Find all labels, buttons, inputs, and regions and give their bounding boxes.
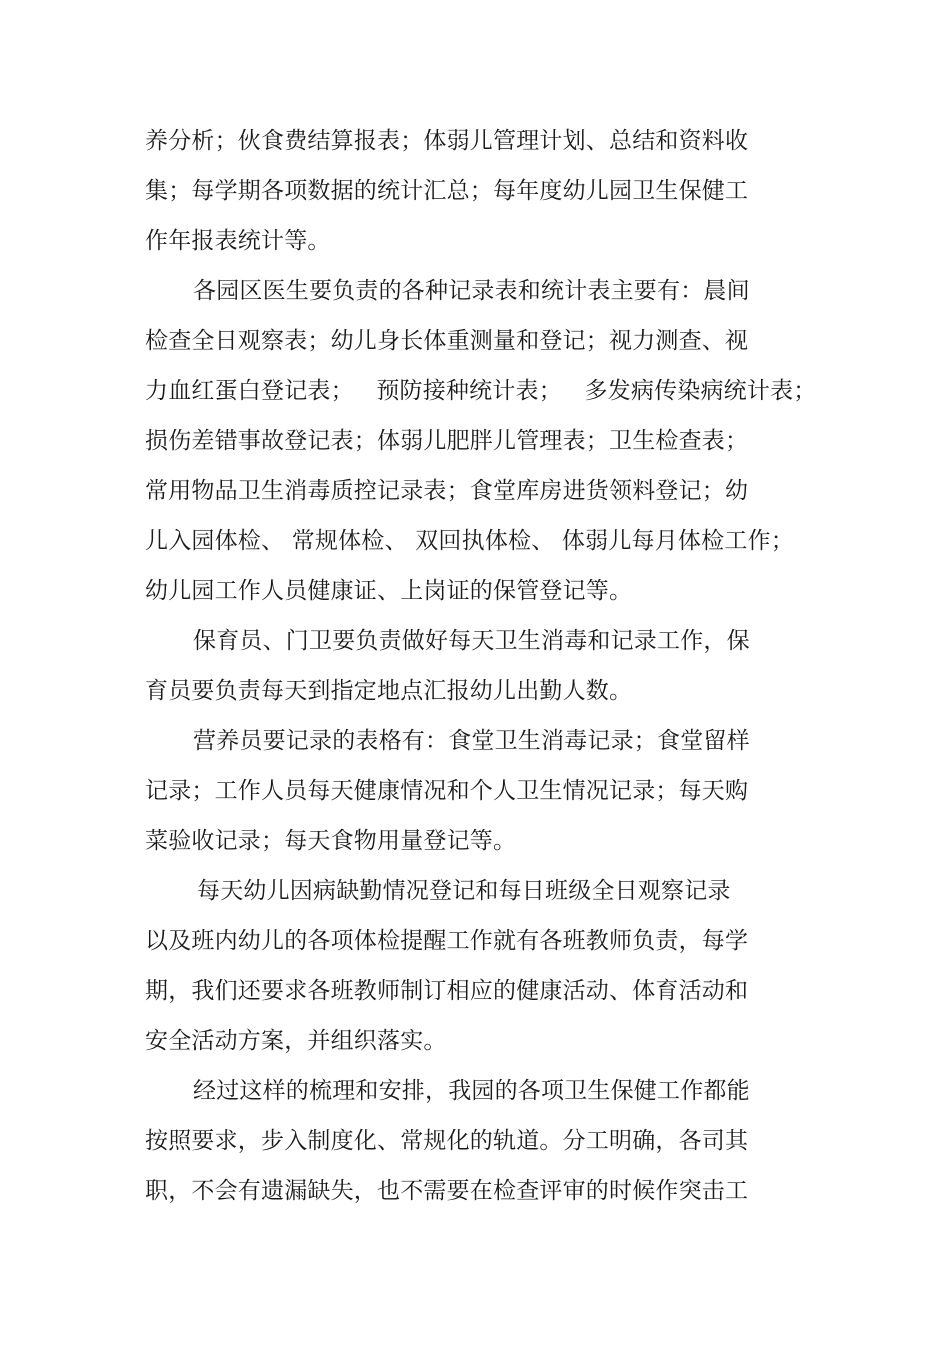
text-line: 儿入园体检、 常规体检、 双回执体检、 体弱儿每月体检工作；: [145, 528, 794, 554]
paragraph-first-line: 营养员要记录的表格有：食堂卫生消毒记录；食堂留样: [193, 728, 750, 754]
text-line: 力血红蛋白登记表； 预防接种统计表； 多发病传染病统计表；: [145, 378, 817, 404]
text-line: 检查全日观察表；幼儿身长体重测量和登记；视力测查、视: [145, 328, 749, 354]
text-line: 幼儿园工作人员健康证、上岗证的保管登记等。: [145, 578, 633, 604]
text-line: 育员要负责每天到指定地点汇报幼儿出勤人数。: [145, 678, 633, 704]
text-line: 菜验收记录；每天食物用量登记等。: [145, 828, 517, 854]
paragraph-first-line: 每天幼儿因病缺勤情况登记和每日班级全日观察记录: [197, 878, 731, 904]
text-line: 期，我们还要求各班教师制订相应的健康活动、体育活动和: [145, 978, 749, 1004]
text-line: 按照要求，步入制度化、常规化的轨道。分工明确，各司其: [145, 1128, 749, 1154]
text-line: 作年报表统计等。: [145, 228, 331, 254]
text-line: 损伤差错事故登记表；体弱儿肥胖儿管理表；卫生检查表；: [145, 428, 749, 454]
text-line: 常用物品卫生消毒质控记录表；食堂库房进货领料登记；幼: [145, 478, 749, 504]
paragraph-first-line: 保育员、门卫要负责做好每天卫生消毒和记录工作，保: [193, 628, 750, 654]
paragraph-first-line: 经过这样的梳理和安排，我园的各项卫生保健工作都能: [193, 1078, 750, 1104]
text-line: 以及班内幼儿的各项体检提醒工作就有各班教师负责，每学: [145, 928, 749, 954]
paragraph-first-line: 各园区医生要负责的各种记录表和统计表主要有：晨间: [193, 278, 750, 304]
text-line: 养分析；伙食费结算报表；体弱儿管理计划、总结和资料收: [145, 128, 749, 154]
text-line: 安全活动方案，并组织落实。: [145, 1028, 447, 1054]
text-line: 集；每学期各项数据的统计汇总；每年度幼儿园卫生保健工: [145, 178, 749, 204]
text-line: 职，不会有遗漏缺失，也不需要在检查评审的时候作突击工: [145, 1178, 749, 1204]
text-line: 记录；工作人员每天健康情况和个人卫生情况记录；每天购: [145, 778, 749, 804]
